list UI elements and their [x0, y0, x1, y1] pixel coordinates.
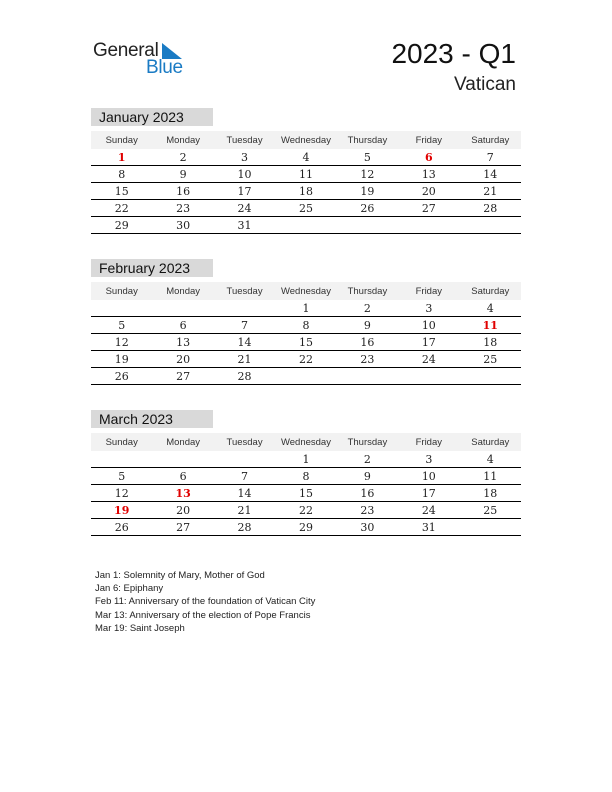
day-cell: 13: [152, 334, 213, 351]
day-cell: 15: [91, 183, 152, 200]
day-cell: 15: [275, 485, 336, 502]
weekday-header: Monday: [152, 131, 213, 149]
day-cell: 9: [337, 468, 398, 485]
weekday-header: Saturday: [460, 433, 521, 451]
day-cell: [460, 217, 521, 234]
day-cell: 8: [91, 166, 152, 183]
day-cell: 16: [152, 183, 213, 200]
day-cell: 7: [214, 317, 275, 334]
day-cell: 3: [398, 451, 459, 468]
day-cell: 10: [214, 166, 275, 183]
weekday-header: Wednesday: [275, 131, 336, 149]
day-cell: 19: [337, 183, 398, 200]
day-cell: 17: [214, 183, 275, 200]
day-cell: 7: [460, 149, 521, 166]
weekday-header: Tuesday: [214, 433, 275, 451]
month-january: [91, 108, 521, 234]
day-cell: 18: [275, 183, 336, 200]
day-cell: 2: [337, 300, 398, 317]
week-row: [91, 149, 521, 166]
day-cell: 4: [460, 300, 521, 317]
day-cell: 31: [398, 519, 459, 536]
weekday-header: Wednesday: [275, 282, 336, 300]
month-label: January 2023: [91, 108, 213, 126]
day-cell: 16: [337, 485, 398, 502]
day-cell: 12: [337, 166, 398, 183]
month-february: [91, 259, 521, 385]
day-cell: 7: [214, 468, 275, 485]
week-row: [91, 451, 521, 468]
day-cell: 18: [460, 485, 521, 502]
day-cell: 6: [398, 149, 459, 166]
day-cell: [398, 217, 459, 234]
day-cell: 21: [460, 183, 521, 200]
day-cell: 10: [398, 468, 459, 485]
weekday-header: Thursday: [337, 131, 398, 149]
weekday-header: Thursday: [337, 433, 398, 451]
day-cell: 20: [152, 351, 213, 368]
weekday-header: Saturday: [460, 131, 521, 149]
weekday-header-row: [91, 433, 521, 451]
weekday-header: Tuesday: [214, 282, 275, 300]
week-row: [91, 468, 521, 485]
day-cell: 5: [337, 149, 398, 166]
weekday-header: Friday: [398, 433, 459, 451]
calendar-grid: [91, 433, 521, 536]
week-row: [91, 166, 521, 183]
weekday-header: Sunday: [91, 131, 152, 149]
week-row: [91, 485, 521, 502]
day-cell: 22: [275, 351, 336, 368]
weekday-header: Sunday: [91, 282, 152, 300]
week-row: [91, 502, 521, 519]
day-cell: [214, 300, 275, 317]
holiday-note: Jan 1: Solemnity of Mary, Mother of God: [95, 570, 265, 581]
week-row: [91, 317, 521, 334]
day-cell: 11: [275, 166, 336, 183]
day-cell: 28: [460, 200, 521, 217]
day-cell: 29: [275, 519, 336, 536]
generalblue-logo: [93, 40, 193, 80]
day-cell: [460, 368, 521, 385]
week-row: [91, 368, 521, 385]
country-name: Vatican: [454, 74, 516, 95]
day-cell: 5: [91, 468, 152, 485]
day-cell: 12: [91, 334, 152, 351]
month-label: February 2023: [91, 259, 213, 277]
weekday-header: Tuesday: [214, 131, 275, 149]
weekday-header: Friday: [398, 131, 459, 149]
holiday-note: Feb 11: Anniversary of the foundation of Vatican City: [95, 596, 316, 608]
day-cell: 11: [460, 468, 521, 485]
weekday-header-row: [91, 131, 521, 149]
day-cell: 18: [460, 334, 521, 351]
day-cell: 3: [214, 149, 275, 166]
week-row: [91, 351, 521, 368]
day-cell: 25: [275, 200, 336, 217]
day-cell: 24: [214, 200, 275, 217]
weekday-header-row: [91, 282, 521, 300]
day-cell: 27: [398, 200, 459, 217]
day-cell: 14: [460, 166, 521, 183]
day-cell: 27: [152, 368, 213, 385]
week-row: [91, 519, 521, 536]
day-cell: 15: [275, 334, 336, 351]
holiday-notes: [95, 569, 315, 635]
day-cell: 23: [152, 200, 213, 217]
day-cell: 29: [91, 217, 152, 234]
day-cell: 6: [152, 468, 213, 485]
logo-text-blue: Blue: [146, 57, 183, 78]
day-cell: 27: [152, 519, 213, 536]
day-cell: 17: [398, 334, 459, 351]
day-cell: 28: [214, 519, 275, 536]
day-cell: [275, 368, 336, 385]
weekday-header: Wednesday: [275, 433, 336, 451]
month-label: March 2023: [91, 410, 213, 428]
day-cell: [91, 451, 152, 468]
day-cell: 14: [214, 334, 275, 351]
day-cell: 22: [275, 502, 336, 519]
weekday-header: Friday: [398, 282, 459, 300]
day-cell: 4: [275, 149, 336, 166]
calendar-grid: [91, 131, 521, 234]
day-cell: 22: [91, 200, 152, 217]
day-cell: 5: [91, 317, 152, 334]
day-cell: 19: [91, 351, 152, 368]
day-cell: 26: [91, 519, 152, 536]
day-cell: 1: [91, 149, 152, 166]
day-cell: 26: [91, 368, 152, 385]
day-cell: 20: [398, 183, 459, 200]
day-cell: 31: [214, 217, 275, 234]
weekday-header: Sunday: [91, 433, 152, 451]
day-cell: [91, 300, 152, 317]
weekday-header: Thursday: [337, 282, 398, 300]
day-cell: 28: [214, 368, 275, 385]
day-cell: 23: [337, 351, 398, 368]
day-cell: 24: [398, 351, 459, 368]
week-row: [91, 200, 521, 217]
day-cell: [460, 519, 521, 536]
calendar-grid: [91, 282, 521, 385]
day-cell: [275, 217, 336, 234]
day-cell: [337, 368, 398, 385]
day-cell: 9: [152, 166, 213, 183]
day-cell: 20: [152, 502, 213, 519]
day-cell: 2: [337, 451, 398, 468]
day-cell: 30: [337, 519, 398, 536]
day-cell: 10: [398, 317, 459, 334]
day-cell: 9: [337, 317, 398, 334]
day-cell: 26: [337, 200, 398, 217]
week-row: [91, 300, 521, 317]
holiday-note: Mar 19: Saint Joseph: [95, 622, 185, 634]
day-cell: 30: [152, 217, 213, 234]
day-cell: 4: [460, 451, 521, 468]
day-cell: 14: [214, 485, 275, 502]
day-cell: 19: [91, 502, 152, 519]
weekday-header: Monday: [152, 433, 213, 451]
day-cell: 12: [91, 485, 152, 502]
day-cell: 1: [275, 300, 336, 317]
day-cell: [337, 217, 398, 234]
day-cell: 3: [398, 300, 459, 317]
day-cell: [398, 368, 459, 385]
day-cell: 13: [152, 485, 213, 502]
day-cell: 2: [152, 149, 213, 166]
week-row: [91, 217, 521, 234]
day-cell: [152, 451, 213, 468]
weekday-header: Saturday: [460, 282, 521, 300]
holiday-note: Mar 13: Anniversary of the election of Pope Francis: [95, 609, 311, 621]
page-title: 2023 - Q1: [391, 38, 516, 69]
weekday-header: Monday: [152, 282, 213, 300]
day-cell: 25: [460, 351, 521, 368]
holiday-note: Jan 6: Epiphany: [95, 583, 164, 595]
month-march: [91, 410, 521, 536]
day-cell: 8: [275, 317, 336, 334]
day-cell: 24: [398, 502, 459, 519]
day-cell: 6: [152, 317, 213, 334]
week-row: [91, 183, 521, 200]
day-cell: [214, 451, 275, 468]
day-cell: 25: [460, 502, 521, 519]
day-cell: 11: [460, 317, 521, 334]
day-cell: 13: [398, 166, 459, 183]
day-cell: 16: [337, 334, 398, 351]
day-cell: 8: [275, 468, 336, 485]
logo-text-general: General: [93, 40, 159, 61]
day-cell: 21: [214, 502, 275, 519]
week-row: [91, 334, 521, 351]
day-cell: 23: [337, 502, 398, 519]
day-cell: 17: [398, 485, 459, 502]
day-cell: 21: [214, 351, 275, 368]
day-cell: 1: [275, 451, 336, 468]
day-cell: [152, 300, 213, 317]
